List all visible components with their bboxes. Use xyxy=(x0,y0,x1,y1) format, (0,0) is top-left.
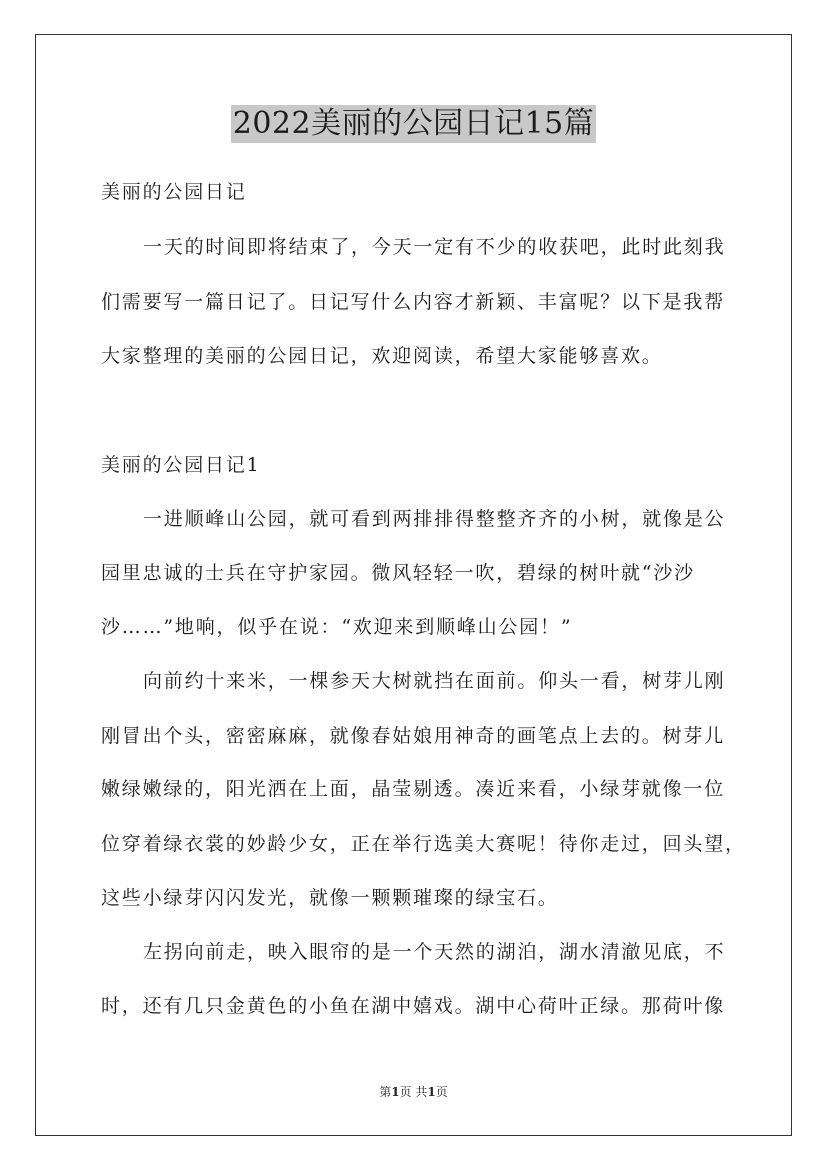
paragraph-line: 左拐向前走，映入眼帘的是一个天然的湖泊，湖水清澈见底，不 xyxy=(143,941,726,963)
footer-page-prefix: 第 xyxy=(379,1085,392,1099)
intro-line: 大家整理的美丽的公园日记，欢迎阅读，希望大家能够喜欢。 xyxy=(101,345,663,367)
document-title-text: 2022美丽的公园日记15篇 xyxy=(232,106,595,141)
intro-line: 们需要写一篇日记了。日记写什么内容才新颖、丰富呢？以下是我帮 xyxy=(101,291,726,313)
paragraph-line: 位穿着绿衣裳的妙龄少女，正在举行选美大赛呢！待你走过，回头望， xyxy=(101,833,746,855)
paragraph-line: 刚冒出个头，密密麻麻，就像春姑娘用神奇的画笔点上去的。树芽儿 xyxy=(101,725,726,747)
paragraph-line: 嫩绿嫩绿的，阳光洒在上面，晶莹剔透。凑近来看，小绿芽就像一位 xyxy=(101,778,726,800)
paragraph-line: 向前约十来米，一棵参天大树就挡在面前。仰头一看，树芽儿刚 xyxy=(143,670,726,692)
paragraph-line: 一进顺峰山公园，就可看到两排排得整整齐齐的小树，就像是公 xyxy=(143,508,726,530)
document-title xyxy=(0,103,827,143)
footer-page-suffix: 页 共 xyxy=(399,1085,428,1099)
footer-total-number: 1 xyxy=(427,1085,436,1099)
paragraph-line: 园里忠诚的士兵在守护家园。微风轻轻一吹，碧绿的树叶就“沙沙 xyxy=(101,562,695,584)
section-heading: 美丽的公园日记1 xyxy=(101,454,261,476)
intro-line: 一天的时间即将结束了，今天一定有不少的收获吧，此时此刻我 xyxy=(143,236,726,258)
intro-heading: 美丽的公园日记 xyxy=(101,181,247,203)
page-footer xyxy=(0,1084,827,1100)
paragraph-line: 沙……”地响，似乎在说：“欢迎来到顺峰山公园！” xyxy=(101,616,573,638)
paragraph-line: 时，还有几只金黄色的小鱼在湖中嬉戏。湖中心荷叶正绿。那荷叶像 xyxy=(101,995,726,1017)
paragraph-line: 这些小绿芽闪闪发光，就像一颗颗璀璨的绿宝石。 xyxy=(101,887,559,909)
footer-total-suffix: 页 xyxy=(435,1085,448,1099)
footer-page-number: 1 xyxy=(391,1085,400,1099)
